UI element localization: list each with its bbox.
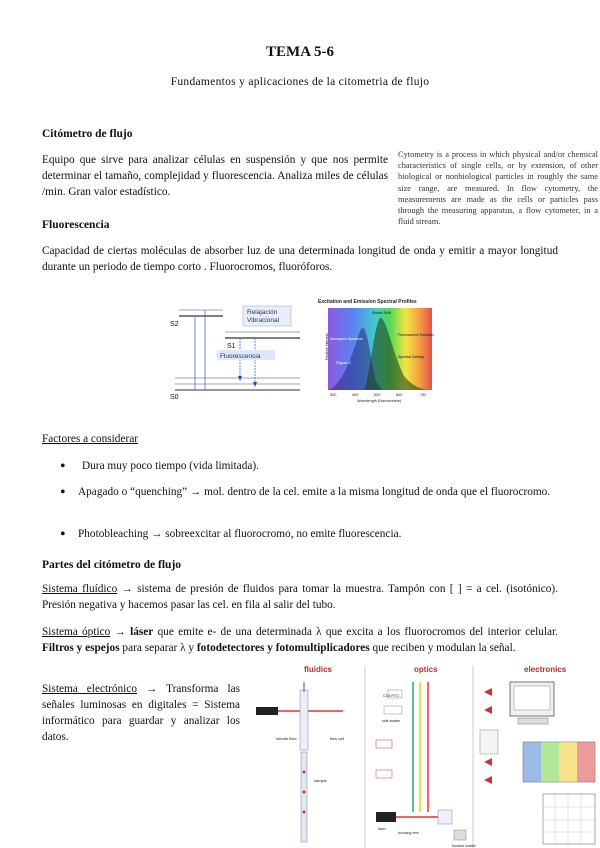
tick-400: 400 xyxy=(352,393,359,397)
vib-label: Vibracional xyxy=(247,317,280,324)
detector-2 xyxy=(384,706,402,714)
relax-label: Relajación xyxy=(247,309,278,316)
s1-label: S1 xyxy=(227,343,236,350)
factor-item-3: Photobleaching → sobreexcitar al fluorocromo, no emite fluorescencia. xyxy=(78,528,402,540)
pmt-3 xyxy=(484,758,492,766)
cell-2 xyxy=(303,791,306,794)
factor-bullet-3: • xyxy=(60,526,66,543)
electronics-label: electronics xyxy=(524,665,567,674)
detector-4 xyxy=(376,770,392,778)
fluidic-paragraph xyxy=(42,581,558,613)
computer-screen xyxy=(514,686,550,710)
s2-label: S2 xyxy=(170,321,179,328)
spectrum-ylabel: Relative Intensity xyxy=(325,333,329,360)
spectrum-xlabel: Wavelength (Nanometers) xyxy=(357,399,402,403)
optic-filters: Filtros y espejos xyxy=(42,642,120,654)
cytometer-body: Equipo que sirve para analizar células en suspensión y que nos permite determinar el tamaño, complejidad y fluorescencia. Analiza miles de células /min. Gran valor estadístico. xyxy=(42,154,388,198)
flow-cell xyxy=(300,690,308,750)
cytometry-quote: Cytometry is a process in which physical and/or chemical characteristics of single cells, or by extension, of other biological or nonbiological particles in roughly the same size range, are measured. In flow cytometry, the measurements are made as the cells or particles pass through the measuring apparatus, a flow cytometer, in a fluid stream. xyxy=(398,150,598,227)
table-col-1 xyxy=(523,742,541,782)
forward-scatter-detector xyxy=(454,830,466,840)
optic-label: Sistema óptico xyxy=(42,626,111,638)
s0-label: S0 xyxy=(170,394,179,401)
spectral-profile-figure xyxy=(312,296,437,404)
arrow-head-1 xyxy=(238,376,242,381)
optic-detectors: fotodetectores y fotomultiplicadores xyxy=(196,642,370,654)
tick-750: 750 xyxy=(420,393,427,397)
figure-2-label: Figure 2 xyxy=(336,360,351,365)
tick-600: 600 xyxy=(396,393,403,397)
detector-3 xyxy=(376,740,392,748)
page-subtitle: Fundamentos y aplicaciones de la citometria de flujo xyxy=(170,76,430,88)
fluorescence-body: Capacidad de ciertas moléculas de absorber luz de una determinada longitud de onda y emitir a mayor longitud durante un periodo de tiempo corto . Fluorocromos, fluoróforos. xyxy=(42,245,558,273)
peak-label-overlap: Spectral Overlap xyxy=(398,355,425,359)
electronic-text: → Transforma las señales luminosas en digitales = Sistema informático para guardar y analizar los datos. xyxy=(42,683,240,743)
cell-3 xyxy=(303,811,306,814)
label-side-scatter: side scatter xyxy=(382,719,401,723)
peak-label-absorption: Absorption Spectrum xyxy=(330,337,363,341)
fluidics-label: fluidics xyxy=(304,665,333,674)
optic-t4: que reciben y modulan la señal. xyxy=(369,642,516,654)
computer-base xyxy=(518,718,548,724)
electronic-paragraph xyxy=(42,681,240,745)
sample-tube xyxy=(301,752,307,842)
cell-1 xyxy=(303,771,306,774)
laser-box xyxy=(256,707,278,715)
table-col-4 xyxy=(577,742,595,782)
flow-cytometer-schematic xyxy=(248,662,600,848)
pmt-4 xyxy=(484,776,492,784)
label-sheath: sheath fluid xyxy=(276,736,297,741)
peak-label-emission: Fluorescence Emission xyxy=(398,333,435,337)
factor-bullet-1: • xyxy=(60,458,66,475)
flow-cell-optics xyxy=(438,810,452,824)
fluorescence-heading: Fluorescencia xyxy=(42,219,110,231)
optic-t2: que emite e- de una determinada λ que excita a los fluorocromos del interior celular. xyxy=(153,626,558,638)
tick-300: 300 xyxy=(330,393,337,397)
page-title: TEMA 5-6 xyxy=(266,44,334,60)
optics-laser xyxy=(376,812,396,822)
fluidic-text: → sistema de presión de fluidos para tomar la muestra. Tampón con [ ] = a cel. (isotónico). Presión negativa y hacemos pasar las cel. en fila al salir del tubo. xyxy=(42,583,559,611)
signal-converter xyxy=(480,730,498,754)
optic-t3: para separar λ y xyxy=(119,642,197,654)
arrow-head-2 xyxy=(253,382,257,387)
pmt-2 xyxy=(484,706,492,714)
factor-bullet-2: • xyxy=(60,484,66,501)
label-forward-scatter: forward scatter xyxy=(452,844,476,848)
label-cd3-fitc: CD3 FITC xyxy=(383,694,400,698)
label-focusing-lens: focusing lens xyxy=(398,831,419,835)
table-col-2 xyxy=(541,742,559,782)
table-col-3 xyxy=(559,742,577,782)
factor-item-1: Dura muy poco tiempo (vida limitada). xyxy=(82,460,259,472)
factor-item-2: Apagado o “quenching” → mol. dentro de la cel. emite a la misma longitud de onda que el fluorocromo. xyxy=(78,486,551,498)
tick-500: 500 xyxy=(374,393,381,397)
histogram-grid xyxy=(543,794,595,844)
label-sample: sample xyxy=(314,778,327,783)
fluidic-label: Sistema fluídico xyxy=(42,583,118,595)
factors-heading: Factores a considerar xyxy=(42,433,138,445)
peak-label-stokes: Stokes Shift xyxy=(372,311,391,315)
optic-t1: → xyxy=(110,626,131,638)
label-laser: laser xyxy=(378,827,386,831)
electronic-label: Sistema electrónico xyxy=(42,683,137,695)
optic-paragraph xyxy=(42,624,558,656)
optic-laser: láser xyxy=(130,626,154,638)
label-flowcell: flow cell xyxy=(330,736,345,741)
optics-label: optics xyxy=(414,665,438,674)
fluor-label: Fluorescencia xyxy=(220,353,261,360)
jablonski-diagram xyxy=(165,298,305,403)
spectrum-title: Excitation and Emission Spectral Profiles xyxy=(318,299,417,305)
cytometer-heading: Citómetro de flujo xyxy=(42,128,133,140)
parts-heading: Partes del citómetro de flujo xyxy=(42,559,182,571)
pmt-1 xyxy=(484,688,492,696)
